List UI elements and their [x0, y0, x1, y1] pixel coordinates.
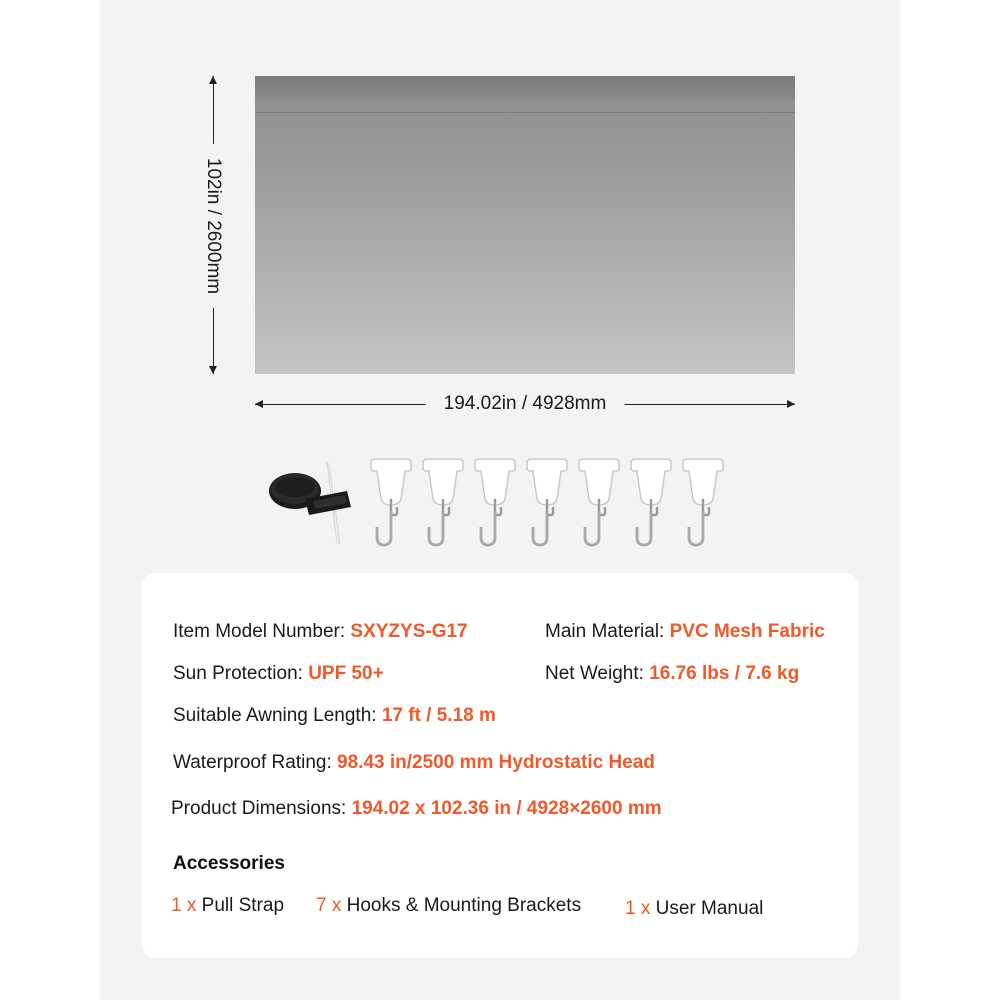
spec-value: 16.76 lbs / 7.6 kg	[649, 663, 800, 684]
spec-value: 98.43 in/2500 mm Hydrostatic Head	[337, 752, 655, 773]
hook-5	[579, 459, 619, 545]
hook-3	[475, 459, 515, 545]
hook-1	[371, 459, 411, 545]
accessory-name: User Manual	[655, 898, 764, 919]
spec-label: Product Dimensions:	[171, 798, 352, 819]
spec-value: 194.02 x 102.36 in / 4928×2600 mm	[351, 798, 662, 819]
awning-top-seam	[255, 102, 795, 113]
hook-6	[631, 459, 671, 545]
pull-strap-image	[265, 455, 360, 545]
spec-sun-protection	[173, 663, 384, 685]
accessory-name: Hooks & Mounting Brackets	[346, 895, 582, 916]
arrow-down-icon	[209, 366, 217, 374]
accessory-name: Pull Strap	[201, 895, 285, 916]
hook-4	[527, 459, 567, 545]
spec-product-dimensions	[171, 798, 662, 820]
spec-waterproof-rating	[173, 752, 655, 774]
accessory-qty: 1 x	[625, 898, 651, 919]
spec-main-material	[545, 621, 825, 643]
spec-label: Main Material:	[545, 621, 670, 642]
awning-top-rail	[255, 76, 795, 103]
spec-awning-length	[173, 705, 496, 727]
awning-image	[255, 76, 795, 374]
spec-label: Waterproof Rating:	[173, 752, 338, 773]
hook-2	[423, 459, 463, 545]
accessory-qty: 1 x	[171, 895, 197, 916]
accessories-title: Accessories	[173, 853, 285, 874]
spec-value: UPF 50+	[308, 663, 384, 684]
spec-value: 17 ft / 5.18 m	[381, 705, 496, 726]
width-dimension-label: 194.02in / 4928mm	[426, 393, 625, 415]
spec-label: Net Weight:	[545, 663, 650, 684]
arrow-right-icon	[787, 400, 795, 408]
spec-label: Item Model Number:	[173, 621, 351, 642]
spec-net-weight	[545, 663, 799, 685]
accessory-pull-strap	[171, 895, 284, 917]
spec-value: PVC Mesh Fabric	[669, 621, 825, 642]
accessory-hooks	[316, 895, 581, 917]
hooks-and-brackets-image	[367, 455, 727, 550]
hook-7	[683, 459, 723, 545]
arrow-up-icon	[209, 76, 217, 84]
accessory-user-manual	[625, 898, 763, 920]
spec-value: SXYZYS-G17	[350, 621, 468, 642]
accessory-qty: 7 x	[316, 895, 342, 916]
spec-model-number	[173, 621, 468, 643]
spec-label: Suitable Awning Length:	[173, 705, 382, 726]
spec-label: Sun Protection:	[173, 663, 309, 684]
arrow-left-icon	[255, 400, 263, 408]
height-dimension-label: 102in / 2600mm	[202, 144, 224, 308]
